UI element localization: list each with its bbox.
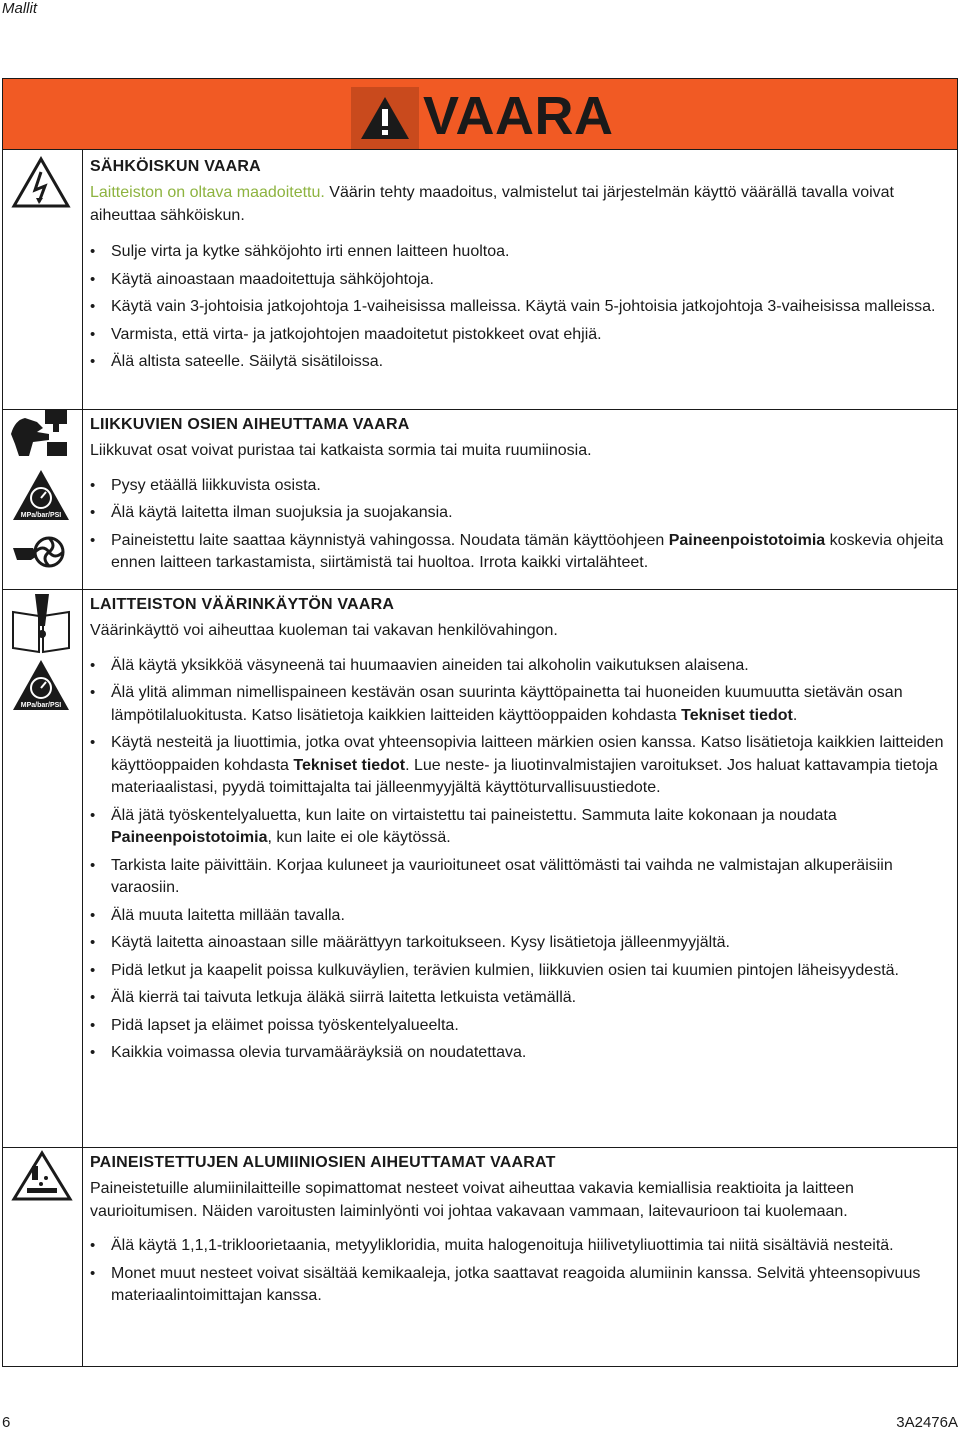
hazard-list xyxy=(90,241,952,374)
list-item: • Pysy etäällä liikkuvista osista. xyxy=(90,475,952,498)
list-item: • Kaikkia voimassa olevia turvamääräyksiä on noudatettava. xyxy=(90,1042,952,1065)
list-item: • Älä ylitä alimman nimellispaineen kestävän osan suurinta käyttöpainetta tai huoneiden kuumuutta sietävän osan lämpötilaluokitusta. Katso lisätietoja kaikkien laitteiden käyttöoppaiden kohdasta Tekniset tiedot. xyxy=(90,682,952,727)
section-divider xyxy=(3,1147,957,1148)
page-number: 6 xyxy=(2,1414,11,1431)
hand-crush-icon xyxy=(9,408,71,465)
section-lead: Liikkuvat osat voivat puristaa tai katkaista sormia tai muita ruumiinosia. xyxy=(90,442,592,459)
section-title: PAINEISTETTUJEN ALUMIINIOSIEN AIHEUTTAMAT VAARAT xyxy=(90,1154,556,1171)
hazard-list xyxy=(90,475,952,575)
list-item: • Älä käytä 1,1,1-trikloorietaania, metyylikloridia, muita halogenoituja hiilivetyliuottimia tai niitä sisältäviä nesteitä. xyxy=(90,1235,952,1258)
list-item: • Varmista, että virta- ja jatkojohtojen maadoitetut pistokkeet ovat ehjiä. xyxy=(90,324,952,347)
list-item: • Pidä letkut ja kaapelit poissa kulkuväylien, terävien kulmien, liikkuvien osien tai kuumien pintojen läheisyydestä. xyxy=(90,960,952,983)
hazard-list xyxy=(90,655,952,1065)
chemical-burn-icon xyxy=(11,1150,73,1207)
equipment-misuse-section xyxy=(90,594,952,1070)
electric-shock-section xyxy=(90,156,952,379)
banner-title: VAARA xyxy=(423,86,614,146)
section-lead: Laitteiston on oltava maadoitettu. Väärin tehty maadoitus, valmistelut tai järjestelmän käyttö väärällä tavalla voivat aiheuttaa sähköiskun. xyxy=(90,184,894,224)
list-item: • Älä kierrä tai taivuta letkuja äläkä siirrä laitetta letkuista vetämällä. xyxy=(90,987,952,1010)
list-item: • Monet muut nesteet voivat sisältää kemikaaleja, jotka saattavat reagoida alumiinin kanssa. Selvitä yhteensopivuus materiaalintoimittajan kanssa. xyxy=(90,1263,952,1308)
warning-table xyxy=(2,78,958,1367)
list-item: • Sulje virta ja kytke sähköjohto irti ennen laitteen huoltoa. xyxy=(90,241,952,264)
list-item: • Pidä lapset ja eläimet poissa työskentelyalueelta. xyxy=(90,1015,952,1038)
pressure-mpa-bar-psi-icon xyxy=(11,468,71,527)
danger-banner xyxy=(3,79,957,150)
list-item: • Tarkista laite päivittäin. Korjaa kuluneet ja vaurioituneet osat välittömästi tai vaihda ne valmistajan alkuperäisiin varaosiin. xyxy=(90,855,952,900)
list-item: • Käytä vain 3-johtoisia jatkojohtoja 1-vaiheisissa malleissa. Käytä vain 5-johtoisia jatkojohtoja 3-vaiheisissa malleissa. xyxy=(90,296,952,319)
list-item: • Käytä ainoastaan maadoitettuja sähköjohtoja. xyxy=(90,269,952,292)
warning-triangle-icon xyxy=(351,87,419,149)
section-lead: Paineistetuille alumiinilaitteille sopimattomat nesteet voivat aiheuttaa vakavia kemiallisia reaktioita ja laitteen vaurioitumisen. Näiden varoitusten laiminlyönti voi johtaa vakavaan vammaan, laitevaurioon tai kuolemaan. xyxy=(90,1180,854,1220)
banner-block xyxy=(351,87,623,149)
page-header: Mallit xyxy=(2,0,38,17)
section-divider xyxy=(3,589,957,590)
list-item: • Älä käytä laitetta ilman suojuksia ja suojakansia. xyxy=(90,502,952,525)
list-item: • Käytä laitetta ainoastaan sille määrättyyn tarkoitukseen. Kysy lisätietoja jälleenmyyjältä. xyxy=(90,932,952,955)
pressure-label: MPa/bar/PSI xyxy=(20,702,62,709)
list-item: • Älä jätä työskentelyaluetta, kun laite on virtaistettu tai paineistettu. Sammuta laite kokonaan ja noudata Paineenpoistotoimia, kun laite ei ole käytössä. xyxy=(90,805,952,850)
moving-parts-section xyxy=(90,414,952,580)
list-item: • Älä käytä yksikköä väsyneenä tai huumaavien aineiden tai alkoholin vaikutuksen alaisena. xyxy=(90,655,952,678)
list-item: • Älä muuta laitetta millään tavalla. xyxy=(90,905,952,928)
fan-entanglement-icon xyxy=(9,528,71,581)
document-number: 3A2476A xyxy=(896,1414,958,1431)
pressure-label: MPa/bar/PSI xyxy=(20,512,62,519)
pressure-mpa-bar-psi-icon xyxy=(11,658,71,717)
read-manual-exclamation-icon xyxy=(9,592,73,659)
list-item: • Käytä nesteitä ja liuottimia, jotka ovat yhteensopivia laitteen märkien osien kanssa. Katso lisätietoja kaikkien laitteiden käyttöoppaiden kohdasta Tekniset tiedot. Lue neste- ja liuotinvalmistajien varoitukset. Jos haluat kattavampia tietoja materiaalistasi, pyydä toimittajalta tai jälleenmyyjältä käyttöturvallisuustiedote. xyxy=(90,732,952,800)
list-item: • Älä altista sateelle. Säilytä sisätiloissa. xyxy=(90,351,952,374)
section-divider xyxy=(3,409,957,410)
icon-column xyxy=(3,150,83,1366)
electric-shock-triangle-icon xyxy=(11,156,71,215)
list-item: • Paineistettu laite saattaa käynnistyä vahingossa. Noudata tämän käyttöohjeen Paineenpoistotoimia koskevia ohjeita ennen laitteen tarkastamista, siirtämistä tai huoltoa. Irrota kaikki virtalähteet. xyxy=(90,530,952,575)
section-title: SÄHKÖISKUN VAARA xyxy=(90,158,261,175)
section-lead: Väärinkäyttö voi aiheuttaa kuoleman tai vakavan henkilövahingon. xyxy=(90,622,558,639)
hazard-list xyxy=(90,1235,952,1308)
section-title: LAITTEISTON VÄÄRINKÄYTÖN VAARA xyxy=(90,596,395,613)
section-title: LIIKKUVIEN OSIEN AIHEUTTAMA VAARA xyxy=(90,416,410,433)
aluminum-parts-section xyxy=(90,1152,952,1313)
